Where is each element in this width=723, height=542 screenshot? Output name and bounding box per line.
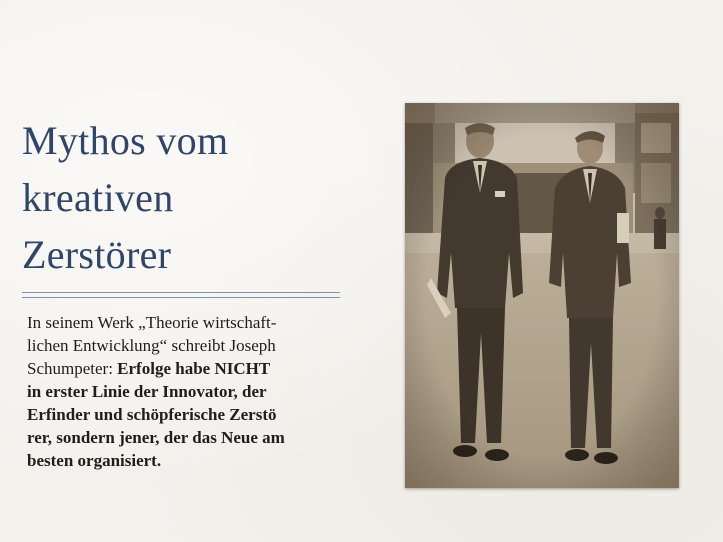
- body-line: [27, 426, 345, 449]
- body-line: lichen Entwicklung“ schreibt Joseph: [27, 336, 276, 355]
- body-line: In seinem Werk „Theorie wirtschaft-: [27, 313, 277, 332]
- body-text-bold: in erster Linie der Innovator, der: [27, 382, 267, 401]
- body-paragraph: [27, 311, 345, 472]
- body-text-bold: besten organisiert.: [27, 451, 162, 470]
- two-men-walking-photo: [405, 103, 679, 488]
- title-line-2: kreativen: [22, 175, 174, 220]
- body-text-bold: Erfolge habe NICHT: [117, 359, 271, 378]
- body-line: [27, 380, 345, 403]
- title-line-1: Mythos vom: [22, 118, 229, 163]
- title-line-3: Zerstörer: [22, 232, 172, 277]
- body-line: [27, 403, 345, 426]
- title-divider: [22, 292, 340, 298]
- body-text-plain: Schumpeter:: [27, 359, 118, 378]
- body-line: [27, 357, 345, 380]
- body-text-bold: rer, sondern jener, der das Neue am: [27, 428, 285, 447]
- slide-title: [22, 112, 352, 283]
- body-line: [27, 449, 345, 472]
- body-text-bold: Erfinder und schöpferische Zerstö: [27, 405, 277, 424]
